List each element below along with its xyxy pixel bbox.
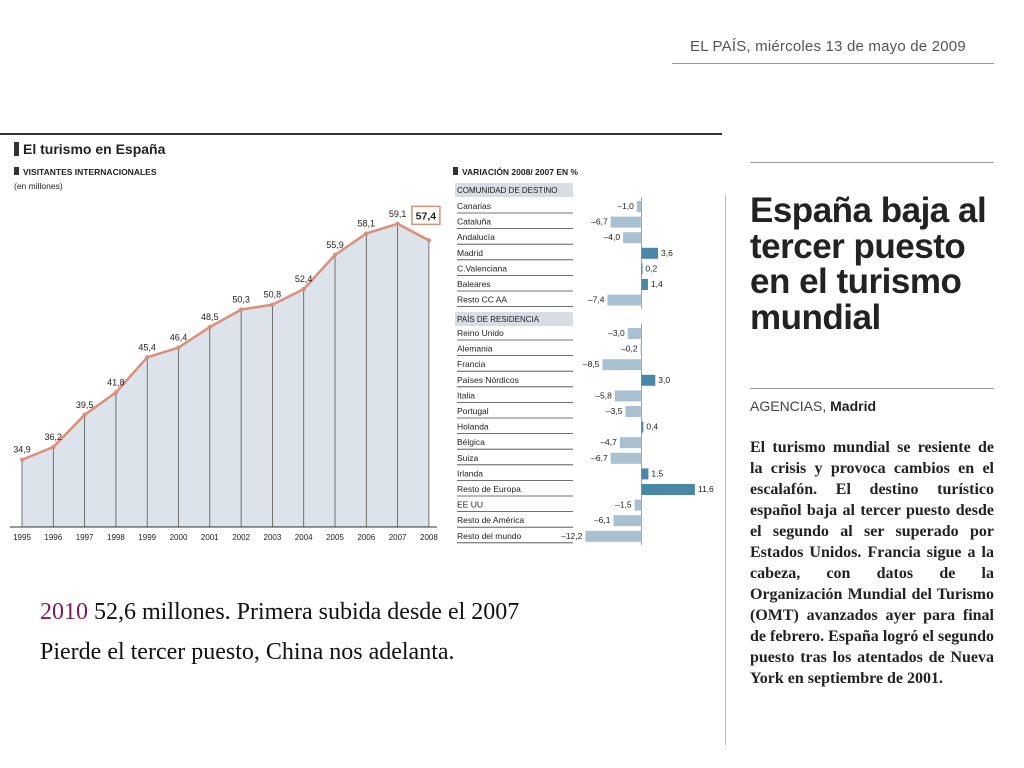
x-tick-2001: 2001 — [200, 533, 219, 542]
caption-year: 2010 — [40, 599, 88, 625]
residence-bar — [642, 484, 695, 495]
data-point-1997 — [82, 413, 86, 417]
x-tick-1996: 1996 — [44, 533, 63, 542]
residence-bar — [602, 359, 641, 370]
residence-bar — [625, 406, 641, 417]
residence-value-label: 11,6 — [697, 484, 714, 494]
data-point-1996 — [51, 445, 55, 449]
residence-category-label: Francia — [457, 359, 486, 370]
x-tick-1997: 1997 — [75, 533, 94, 542]
visitors-area-fill — [22, 224, 429, 527]
destination-category-label: Resto CC AA — [457, 294, 508, 305]
data-label-2001: 48,5 — [201, 312, 219, 323]
article-headline: España baja al tercer puesto en el turismo mundial — [750, 191, 987, 337]
byline-city: Madrid — [830, 398, 877, 414]
residence-bar — [642, 422, 644, 433]
data-point-2008 — [427, 238, 431, 242]
data-label-2006: 58,1 — [357, 218, 376, 229]
residence-category-label: Resto de Europa — [457, 484, 521, 494]
data-point-2005 — [333, 253, 337, 257]
destination-bar — [607, 295, 641, 306]
residence-bar — [620, 437, 642, 448]
data-label-2002: 50,3 — [232, 294, 250, 305]
residence-category-label: Países Nórdicos — [457, 374, 519, 385]
article-top-rule — [750, 162, 994, 163]
residence-category-label: Italia — [457, 390, 475, 401]
destination-value-label: 3,6 — [661, 247, 673, 258]
residence-value-label: 1,5 — [651, 468, 664, 479]
destination-bar — [642, 248, 659, 259]
data-label-2004: 52,4 — [294, 274, 313, 285]
residence-bar — [615, 390, 642, 401]
destination-bar — [642, 279, 648, 290]
masthead: EL PAÍS, miércoles 13 de mayo de 2009 — [690, 38, 966, 55]
data-point-2001 — [208, 325, 212, 329]
destination-category-label: Cataluña — [457, 216, 492, 227]
byline-agency: AGENCIAS, — [750, 398, 827, 414]
data-point-1999 — [145, 355, 149, 359]
residence-value-label: 3,0 — [658, 374, 671, 385]
variation-bar-chart — [445, 135, 714, 555]
residence-category-label: Portugal — [457, 406, 489, 416]
caption-line-1 — [40, 596, 680, 630]
residence-category-label: Irlanda — [457, 468, 483, 479]
data-point-2004 — [302, 287, 306, 291]
data-point-2000 — [176, 345, 180, 349]
residence-bar — [585, 531, 641, 542]
destination-category-label: Andalucía — [457, 232, 495, 243]
residence-category-label: EE UU — [457, 499, 483, 510]
data-label-1999: 45,4 — [138, 342, 156, 353]
article-byline — [750, 398, 876, 414]
x-tick-1999: 1999 — [138, 533, 157, 542]
visitors-unit: (en millones) — [14, 181, 63, 191]
data-point-1998 — [114, 390, 118, 394]
destination-bar — [642, 263, 643, 274]
graphic-title-text: El turismo en España — [23, 141, 166, 157]
residence-value-label: –6,1 — [593, 515, 611, 526]
data-label-2007: 59,1 — [388, 208, 407, 219]
residence-bar — [635, 500, 642, 511]
agency-rule — [750, 388, 994, 389]
x-tick-1998: 1998 — [107, 533, 125, 542]
destination-value-label: –4,0 — [603, 232, 621, 243]
destination-value-label: 0,2 — [645, 263, 658, 274]
x-tick-2000: 2000 — [169, 533, 188, 542]
x-tick-2007: 2007 — [388, 533, 407, 542]
visitors-area-chart — [0, 135, 450, 555]
residence-category-label: Resto de América — [457, 515, 525, 526]
destination-value-label: –6,7 — [591, 216, 608, 227]
data-label-2000: 46,4 — [169, 332, 188, 343]
data-label-2005: 55,9 — [326, 239, 344, 250]
residence-value-label: –6,7 — [591, 452, 608, 463]
residence-value-label: –4,7 — [600, 437, 617, 448]
residence-header: PAÍS DE RESIDENCIA — [457, 315, 540, 324]
masthead-rule — [672, 63, 994, 64]
x-tick-2002: 2002 — [232, 533, 250, 542]
residence-value-label: –3,0 — [608, 328, 625, 338]
variation-label-text: VARIACIÓN 2008/ 2007 EN % — [462, 167, 579, 177]
article-body: El turismo mundial se resiente de la crisis y provoca cambios en el escalafón. El destino turístico español baja al tercer puesto desde el segundo al ser superado por Estados Unidos. Francia sigue a la cabeza, con datos de la Organización Mundial del Turismo (OMT) avanzados ayer para final de febrero. España logró el segundo puesto tras los atentados de Nueva York en septiembre de 2001. — [750, 439, 994, 687]
residence-value-label: –5,8 — [595, 390, 612, 401]
residence-value-label: 0,4 — [646, 421, 659, 432]
x-tick-1995: 1995 — [13, 533, 31, 542]
x-tick-2006: 2006 — [357, 533, 376, 542]
residence-category-label: Resto del mundo — [457, 530, 522, 541]
residence-value-label: –3,5 — [605, 406, 623, 416]
x-tick-2004: 2004 — [294, 533, 313, 542]
data-label-2003: 50,8 — [263, 289, 282, 300]
destination-bar — [623, 232, 641, 243]
caption-line-2: Pierde el tercer puesto, China nos adelanta. — [40, 638, 455, 665]
destination-value-label: –7,4 — [587, 294, 605, 305]
data-label-1995: 34,9 — [13, 444, 31, 455]
residence-value-label: –12,2 — [561, 530, 583, 541]
residence-value-label: –1,5 — [615, 499, 632, 510]
destination-bar — [637, 201, 642, 212]
data-label-2008: 57,4 — [415, 210, 437, 223]
destination-value-label: –1,0 — [617, 201, 634, 211]
data-point-2002 — [239, 307, 243, 311]
destination-header: COMUNIDAD DE DESTINO — [457, 186, 558, 195]
data-point-2003 — [270, 303, 274, 307]
residence-bar — [613, 515, 641, 526]
residence-category-label: Bélgica — [457, 437, 485, 448]
residence-bar — [611, 453, 642, 464]
slide-caption — [40, 596, 680, 675]
residence-category-label: Holanda — [457, 421, 489, 432]
data-point-2007 — [395, 222, 399, 226]
data-label-1998: 41,8 — [107, 377, 125, 388]
data-point-1995 — [20, 458, 24, 462]
x-tick-2003: 2003 — [263, 533, 282, 542]
residence-value-label: –0,2 — [621, 343, 638, 354]
data-label-1997: 39,5 — [75, 399, 94, 410]
residence-bar — [642, 375, 656, 386]
destination-bar — [611, 217, 642, 228]
caption-line-1-text: 52,6 millones. Primera subida desde el 2007 — [88, 599, 520, 625]
residence-category-label: Reino Unido — [457, 328, 504, 338]
residence-bar — [628, 328, 642, 339]
residence-bar — [641, 344, 642, 355]
x-tick-2008: 2008 — [420, 533, 438, 542]
destination-category-label: Baleares — [457, 279, 491, 289]
residence-category-label: Suiza — [457, 452, 479, 463]
destination-category-label: Madrid — [457, 247, 483, 258]
data-label-1996: 36,2 — [44, 432, 63, 443]
residence-category-label: Alemania — [457, 343, 493, 354]
data-point-2006 — [364, 231, 368, 235]
x-tick-2005: 2005 — [326, 533, 344, 542]
destination-category-label: Canarias — [457, 201, 492, 211]
destination-category-label: C.Valenciana — [457, 263, 507, 274]
residence-bar — [642, 468, 649, 479]
destination-value-label: 1,4 — [650, 279, 663, 289]
visitors-label-text: VISITANTES INTERNACIONALES — [23, 167, 157, 177]
residence-value-label: –8,5 — [582, 359, 600, 370]
column-divider — [725, 195, 726, 745]
